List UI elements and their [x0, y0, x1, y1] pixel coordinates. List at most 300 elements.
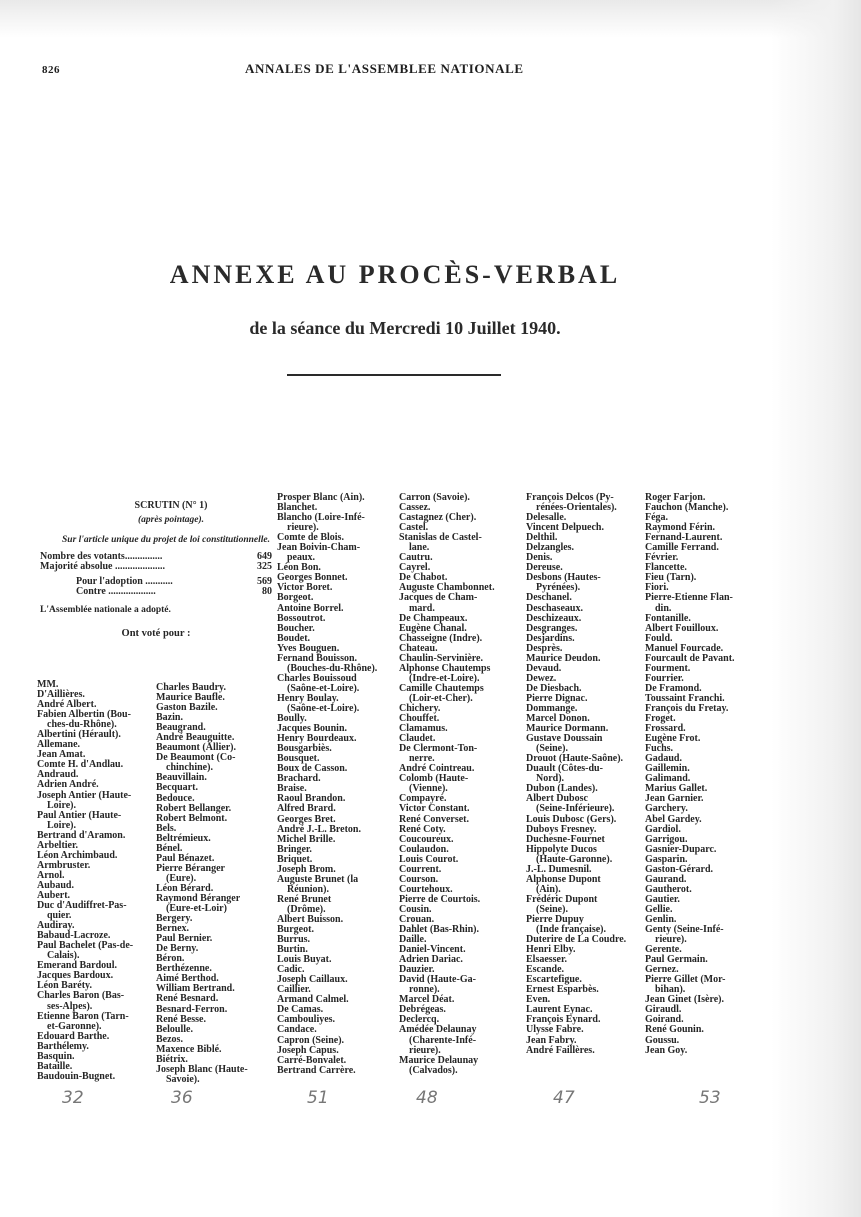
deputy-name: (Haute-Garonne).	[536, 853, 613, 865]
deputy-name: Blanchet.	[277, 502, 318, 514]
deputy-name: André Cointreau.	[399, 763, 475, 775]
deputy-name: ches-du-Rhône).	[47, 719, 117, 731]
deputy-name: Fould.	[645, 632, 673, 644]
deputy-name: René Besse.	[156, 1013, 206, 1025]
deputy-name: Devaud.	[526, 662, 562, 674]
handwritten-count-1: 32	[62, 1088, 84, 1108]
deputy-name: David (Haute-Ga-	[399, 974, 476, 986]
deputy-name: René Converset.	[399, 813, 469, 825]
deputy-name: Bataille.	[37, 1060, 73, 1072]
deputy-name: Maurice Deudon.	[526, 652, 601, 664]
deputy-name: Gadaud.	[645, 753, 682, 765]
deputy-name: Ernest Esparbès.	[526, 984, 599, 996]
deputy-name: Joseph Capus.	[277, 1044, 339, 1056]
deputy-name: Jacques Bounin.	[277, 723, 348, 735]
deputy-name: chinchine).	[166, 762, 213, 774]
deputy-name: De Chabot.	[399, 572, 448, 584]
deputy-name: Camille Chautemps	[399, 682, 484, 694]
deputy-name: Crouan.	[399, 913, 435, 925]
deputy-name: De Camas.	[277, 1004, 324, 1016]
deputy-name: Arbeltier.	[37, 839, 79, 851]
deputy-name: Calais).	[47, 950, 80, 962]
deputy-name: Briquet.	[277, 853, 313, 865]
deputy-name: Fabien Albertin (Bou-	[37, 709, 131, 721]
deputy-name: Fourrier.	[645, 672, 684, 684]
deputy-name: Maurice Dormann.	[526, 723, 609, 735]
deputy-name: Gaillemin.	[645, 763, 690, 775]
deputy-name: Vincent Delpuech.	[526, 522, 604, 534]
deputy-name: Fuchs.	[645, 743, 674, 755]
deputy-name: Elsaesser.	[526, 954, 568, 966]
deputy-name: Alphonse Chautemps	[399, 662, 491, 674]
deputy-name: din.	[655, 602, 672, 614]
scrutin-subject: Sur l'article unique du projet de loi constitutionnelle.	[62, 535, 270, 545]
deputy-name: Duboys Fresney.	[526, 823, 597, 835]
names-column-2	[156, 683, 281, 1085]
deputy-name: Gustave Doussain	[526, 733, 603, 745]
adoption-row	[40, 577, 272, 587]
deputy-name: Loire).	[47, 819, 76, 831]
deputy-name: Biétrix.	[156, 1053, 188, 1065]
deputy-name: Compayré.	[399, 793, 447, 805]
deputy-name: Fernand-Laurent.	[645, 532, 723, 544]
deputy-name: Dahlet (Bas-Rhin).	[399, 924, 480, 936]
deputy-name: De Beaumont (Co-	[156, 752, 236, 764]
handwritten-count-6: 53	[699, 1088, 721, 1108]
deputy-name: Gaston-Gérard.	[645, 863, 714, 875]
ont-vote-heading: Ont voté pour :	[121, 628, 191, 639]
deputy-name: Armand Calmel.	[277, 994, 349, 1006]
deputy-name: Dommange.	[526, 702, 578, 714]
annex-title: ANNEXE AU PROCÈS-VERBAL	[169, 260, 621, 289]
scan-shadow-right	[771, 0, 861, 1217]
deputy-name: Charles Bouissoud	[277, 672, 357, 684]
adoption-value: 569	[257, 576, 272, 587]
deputy-name: Galimand.	[645, 773, 691, 785]
deputy-name: Prosper Blanc (Ain).	[277, 492, 365, 503]
deputy-name: Castel.	[399, 522, 429, 534]
deputy-name: Brachard.	[277, 773, 321, 785]
deputy-name: Février.	[645, 552, 679, 564]
deputy-name: Victor Constant.	[399, 803, 470, 815]
deputy-name: (Saône-et-Loire).	[287, 682, 360, 694]
deputy-name: Louis Buyat.	[277, 954, 332, 966]
deputy-name: Auguste Chambonnet.	[399, 582, 495, 594]
deputy-name: Comte H. d'Andlau.	[37, 759, 124, 771]
deputy-name: Jacques de Cham-	[399, 592, 478, 604]
deputy-name: André Albert.	[37, 699, 97, 711]
deputy-name: Gaurand.	[645, 873, 687, 885]
deputy-name: Dewez.	[526, 672, 557, 684]
deputy-name: Aubert.	[37, 889, 71, 901]
deputy-name: Stanislas de Castel-	[399, 532, 482, 544]
deputy-name: (Vienne).	[409, 783, 448, 795]
deputy-name: Claudet.	[399, 733, 436, 745]
deputy-name: Féga.	[645, 512, 669, 524]
deputy-name: Goussu.	[645, 1034, 680, 1046]
deputy-name: Bringer.	[277, 843, 312, 855]
handwritten-count-4: 48	[416, 1088, 438, 1108]
deputy-name: Marcel Déat.	[399, 994, 455, 1006]
deputy-name: André Faillères.	[526, 1044, 595, 1056]
deputy-name: Candace.	[277, 1024, 317, 1036]
deputy-name: Desprès.	[526, 642, 563, 654]
deputy-name: Deschaseaux.	[526, 602, 583, 614]
deputy-name: Cadic.	[277, 964, 305, 976]
deputy-name: Auguste Brunet (la	[277, 873, 359, 885]
deputy-name: Gardiol.	[645, 823, 681, 835]
deputy-name: Aubaud.	[37, 879, 74, 891]
deputy-name: Savoie).	[166, 1073, 200, 1085]
deputy-name: Amédée Delaunay	[399, 1024, 477, 1036]
deputy-name: Courrent.	[399, 863, 442, 875]
deputy-name: Colomb (Haute-	[399, 773, 469, 785]
deputy-name: René Brunet	[277, 893, 332, 905]
deputy-name: De Champeaux.	[399, 612, 468, 624]
deputy-name: Bénel.	[156, 842, 183, 854]
deputy-name: rénées-Orientales).	[536, 502, 617, 514]
deputy-name: De Framond.	[645, 682, 702, 694]
deputy-name: Léon Bérard.	[156, 882, 214, 894]
deputy-name: Joseph Brom.	[277, 863, 336, 875]
deputy-name: (Seine).	[536, 903, 568, 915]
deputy-name: Paul Germain.	[645, 954, 708, 966]
deputy-name: Dereuse.	[526, 562, 563, 574]
deputy-name: Eugène Chanal.	[399, 622, 467, 634]
deputy-name: Georges Bret.	[277, 813, 336, 825]
deputy-name: Giraudl.	[645, 1004, 682, 1016]
deputy-name: rieure).	[655, 934, 687, 946]
deputy-name: Bezos.	[156, 1033, 183, 1045]
deputy-name: Frédéric Dupont	[526, 893, 598, 905]
deputy-name: Raymond Béranger	[156, 892, 241, 904]
deputy-name: quier.	[47, 910, 72, 922]
deputy-name: Alfred Brard.	[277, 803, 336, 815]
deputy-name: Albert Dubosc	[526, 793, 588, 805]
deputy-name: Adrien Dariac.	[399, 954, 463, 966]
deputy-name: Escartefigue.	[526, 974, 582, 986]
deputy-name: Roger Farjon.	[645, 492, 706, 503]
deputy-name: Arnol.	[37, 869, 65, 881]
deputy-name: Bousquet.	[277, 753, 320, 765]
deputy-name: Maurice Delaunay	[399, 1054, 479, 1066]
deputy-name: Manuel Fourcade.	[645, 642, 724, 654]
deputy-name: Audiray.	[37, 920, 75, 932]
deputy-name: MM.	[37, 679, 59, 690]
deputy-name: Goirand.	[645, 1014, 684, 1026]
adoption-label: Pour l'adoption ...........	[76, 576, 173, 587]
deputy-name: Cassez.	[399, 502, 431, 514]
deputy-name: Froget.	[645, 713, 676, 725]
deputy-name: Adrien André.	[37, 779, 99, 791]
deputy-name: Jacques Bardoux.	[37, 970, 114, 982]
deputy-name: Carré-Bonvalet.	[277, 1054, 347, 1066]
deputy-name: Pierre Béranger	[156, 862, 225, 874]
votants-value: 649	[257, 551, 272, 562]
deputy-name: Gasnier-Duparc.	[645, 843, 717, 855]
deputy-name: Barthélemy.	[37, 1040, 89, 1052]
deputy-name: Duterire de La Coudre.	[526, 934, 627, 946]
deputy-name: Beauvillain.	[156, 772, 207, 784]
deputy-name: Eugène Frot.	[645, 733, 701, 745]
deputy-name: Gasparin.	[645, 853, 688, 865]
deputy-name: Chichery.	[399, 702, 441, 714]
deputy-name: Louis Dubosc (Gers).	[526, 813, 617, 825]
handwritten-count-3: 51	[307, 1088, 329, 1108]
deputy-name: J.-L. Dumesnil.	[526, 863, 592, 875]
deputy-name: Burtin.	[277, 944, 308, 956]
deputy-name: Fieu (Tarn).	[645, 572, 697, 584]
scrutin-subtitle: (après pointage).	[138, 515, 204, 525]
deputy-name: Jean Amat.	[37, 749, 86, 761]
votants-label: Nombre des votants...............	[40, 551, 163, 562]
deputy-name: Even.	[526, 994, 551, 1006]
deputy-name: Fourcault de Pavant.	[645, 652, 735, 664]
deputy-name: Delthil.	[526, 532, 558, 544]
deputy-name: Capron (Seine).	[277, 1034, 345, 1046]
deputy-name: Paul Bénazet.	[156, 852, 215, 864]
deputy-name: rieure).	[287, 522, 319, 534]
deputy-name: (Bouches-du-Rhône).	[287, 662, 378, 674]
deputy-name: Becquart.	[156, 782, 198, 794]
deputy-name: Béron.	[156, 953, 185, 965]
names-column-5	[526, 493, 651, 1056]
deputy-name: Fourment.	[645, 662, 691, 674]
deputy-name: Carron (Savoie).	[399, 492, 470, 503]
deputy-name: Paul Bachelet (Pas-de-	[37, 940, 134, 952]
deputy-name: André J.-L. Breton.	[277, 823, 361, 835]
deputy-name: (Indre-et-Loire).	[409, 672, 480, 684]
deputy-name: Boucher.	[277, 622, 315, 634]
deputy-name: De Berny.	[156, 943, 199, 955]
deputy-name: Robert Bellanger.	[156, 802, 232, 814]
deputy-name: Caillier.	[277, 984, 311, 996]
deputy-name: Borgeot.	[277, 592, 314, 604]
deputy-name: Léon Baréty.	[37, 980, 92, 992]
deputy-name: Chouffet.	[399, 713, 440, 725]
deputy-name: Léon Bon.	[277, 562, 321, 574]
deputy-name: (Saône-et-Loire).	[287, 702, 360, 714]
deputy-name: Beaugrand.	[156, 722, 206, 734]
deputy-name: Jean Fabry.	[526, 1034, 577, 1046]
deputy-name: Gaston Bazile.	[156, 702, 218, 714]
deputy-name: Charles Baron (Bas-	[37, 990, 125, 1002]
deputy-name: Bertrand Carrère.	[277, 1064, 356, 1076]
deputy-name: Fauchon (Manche).	[645, 502, 729, 514]
deputy-name: Maxence Biblé.	[156, 1043, 222, 1055]
majorite-row	[40, 562, 272, 572]
deputy-name: Bousgarbiès.	[277, 743, 332, 755]
deputy-name: Pierre Dupuy	[526, 913, 584, 925]
deputy-name: ronne).	[409, 984, 440, 996]
deputy-name: Cayrel.	[399, 562, 431, 574]
deputy-name: Desbons (Hautes-	[526, 572, 601, 584]
deputy-name: Fiori.	[645, 582, 669, 594]
deputy-name: Babaud-Lacroze.	[37, 930, 111, 942]
deputy-name: Flancette.	[645, 562, 687, 574]
session-date: de la séance du Mercredi 10 Juillet 1940.	[249, 318, 561, 338]
deputy-name: Genty (Seine-Infé-	[645, 924, 724, 936]
deputy-name: Marcel Donon.	[526, 713, 590, 725]
deputy-name: Réunion).	[287, 883, 329, 895]
deputy-name: Beloulle.	[156, 1023, 193, 1035]
deputy-name: Armbruster.	[37, 859, 91, 871]
deputy-name: Victor Boret.	[277, 582, 333, 594]
deputy-name: Coucoureux.	[399, 833, 454, 845]
deputy-name: Coulaudon.	[399, 843, 449, 855]
deputy-name: Drouot (Haute-Saône).	[526, 753, 624, 765]
deputy-name: Desjardins.	[526, 632, 575, 644]
deputy-name: Jean Goy.	[645, 1044, 688, 1056]
deputy-name: Albert Buisson.	[277, 913, 344, 925]
deputy-name: Bedouce.	[156, 792, 195, 804]
deputy-name: Hippolyte Ducos	[526, 843, 597, 855]
handwritten-count-5: 47	[553, 1088, 575, 1108]
deputy-name: Gautherot.	[645, 883, 692, 895]
deputy-name: Albert Fouilloux.	[645, 622, 719, 634]
deputy-name: Pierre Gillet (Mor-	[645, 974, 726, 986]
deputy-name: Bertrand d'Aramon.	[37, 829, 126, 841]
contre-value: 80	[262, 586, 272, 597]
deputy-name: Gernez.	[645, 964, 679, 976]
deputy-name: René Coty.	[399, 823, 446, 835]
deputy-name: (Seine).	[536, 743, 568, 755]
deputy-name: Albertini (Hérault).	[37, 729, 121, 741]
deputy-name: (Drôme).	[287, 903, 326, 915]
deputy-name: Raoul Brandon.	[277, 793, 346, 805]
deputy-name: (Calvados).	[409, 1064, 458, 1076]
deputy-name: Jean Garnier.	[645, 793, 704, 805]
deputy-name: Henry Bourdeaux.	[277, 733, 357, 745]
deputy-name: Loire).	[47, 799, 76, 811]
deputy-name: Berthézenne.	[156, 963, 212, 975]
deputy-name: Dauzier.	[399, 964, 435, 976]
deputy-name: Bazin.	[156, 712, 183, 724]
deputy-name: Bels.	[156, 822, 177, 834]
deputy-name: nerre.	[409, 753, 435, 765]
deputy-name: (Seine-Inférieure).	[536, 803, 615, 815]
deputy-name: Joseph Caillaux.	[277, 974, 348, 986]
deputy-name: Delesalle.	[526, 512, 567, 524]
names-column-6	[645, 493, 770, 1056]
page-number: 826	[42, 64, 60, 76]
deputy-name: Michel Brille.	[277, 833, 336, 845]
deputy-name: Joseph Blanc (Haute-	[156, 1063, 248, 1075]
deputy-name: François du Fretay.	[645, 702, 729, 714]
deputy-name: lane.	[409, 542, 430, 554]
deputy-name: Clamamus.	[399, 723, 448, 735]
deputy-name: Yves Bouguen.	[277, 642, 340, 654]
deputy-name: Allemane.	[37, 739, 81, 751]
deputy-name: Toussaint Franchi.	[645, 692, 725, 704]
deputy-name: Burrus.	[277, 934, 311, 946]
contre-row	[40, 587, 272, 597]
deputy-name: Jean Boivin-Cham-	[277, 542, 361, 554]
deputy-name: Denis.	[526, 552, 553, 564]
deputy-name: Daniel-Vincent.	[399, 944, 466, 956]
deputy-name: Deschanel.	[526, 592, 572, 604]
deputy-name: Daille.	[399, 934, 427, 946]
deputy-name: Henri Elby.	[526, 944, 576, 956]
deputy-name: William Bertrand.	[156, 983, 235, 995]
deputy-name: Beltrémieux.	[156, 832, 211, 844]
deputy-name: Pierre de Courtois.	[399, 893, 481, 905]
deputy-name: Cousin.	[399, 903, 432, 915]
deputy-name: Bossoutrot.	[277, 612, 326, 624]
deputy-name: Genlin.	[645, 913, 677, 925]
deputy-name: Duchesne-Fournet	[526, 833, 605, 845]
deputy-name: Camille Ferrand.	[645, 542, 719, 554]
deputy-name: Garrigou.	[645, 833, 688, 845]
deputy-name: Boux de Casson.	[277, 763, 348, 775]
deputy-name: Boully.	[277, 713, 307, 725]
deputy-name: Fontanille.	[645, 612, 691, 624]
names-column-1	[37, 680, 162, 1082]
deputy-name: rieure).	[409, 1044, 441, 1056]
deputy-name: Duault (Côtes-du-	[526, 763, 603, 775]
title-divider	[287, 374, 501, 376]
deputy-name: Charles Baudry.	[156, 682, 227, 693]
scrutin-title: SCRUTIN (N° 1)	[134, 500, 208, 511]
deputy-name: Jean Ginet (Isère).	[645, 994, 724, 1006]
running-title: ANNALES DE L'ASSEMBLEE NATIONALE	[245, 61, 524, 76]
deputy-name: Gautier.	[645, 893, 680, 905]
majorite-label: Majorité absolue ....................	[40, 561, 165, 572]
deputy-name: mard.	[409, 602, 435, 614]
deputy-name: Nord).	[536, 773, 565, 785]
deputy-name: Frossard.	[645, 723, 686, 735]
deputy-name: Cautru.	[399, 552, 433, 564]
deputy-name: Emerand Bardoul.	[37, 960, 118, 972]
deputy-name: Comte de Blois.	[277, 532, 344, 544]
deputy-name: Desgranges.	[526, 622, 578, 634]
deputy-name: Andraud.	[37, 769, 79, 781]
deputy-name: Aimé Berthod.	[156, 973, 219, 985]
vote-stats	[40, 552, 272, 597]
deputy-name: peaux.	[287, 552, 316, 564]
deputy-name: Joseph Antier (Haute-	[37, 789, 132, 801]
deputy-name: Raymond Férin.	[645, 522, 715, 534]
deputy-name: De Clermont-Ton-	[399, 743, 478, 755]
deputy-name: Escande.	[526, 964, 565, 976]
deputy-name: bihan).	[655, 984, 686, 996]
deputy-name: Paul Antier (Haute-	[37, 809, 122, 821]
deputy-name: Marius Gallet.	[645, 783, 708, 795]
deputy-name: Fernand Bouisson.	[277, 652, 358, 664]
deputy-name: Declercq.	[399, 1014, 440, 1026]
deputy-name: Garchery.	[645, 803, 688, 815]
deputy-name: Baudouin-Bugnet.	[37, 1070, 116, 1082]
deputy-name: André Beauguitte.	[156, 732, 235, 744]
contre-label: Contre ...................	[76, 586, 156, 597]
deputy-name: Paul Bernier.	[156, 933, 213, 945]
deputy-name: Bernex.	[156, 923, 190, 935]
handwritten-count-2: 36	[171, 1088, 193, 1108]
deputy-name: D'Aillières.	[37, 689, 85, 701]
deputy-name: Léon Archimbaud.	[37, 849, 118, 861]
deputy-name: De Diesbach.	[526, 682, 582, 694]
deputy-name: Laurent Eynac.	[526, 1004, 593, 1016]
deputy-name: (Eure).	[166, 872, 197, 884]
deputy-name: Beaumont (Allier).	[156, 742, 236, 754]
deputy-name: Debrégeas.	[399, 1004, 446, 1016]
deputy-name: Cambouliyes.	[277, 1014, 336, 1026]
deputy-name: (Loir-et-Cher).	[409, 692, 473, 704]
deputy-name: Edouard Barthe.	[37, 1030, 110, 1042]
deputy-name: Courtehoux.	[399, 883, 453, 895]
deputy-name: Burgeot.	[277, 924, 314, 936]
names-column-3	[277, 493, 402, 1076]
